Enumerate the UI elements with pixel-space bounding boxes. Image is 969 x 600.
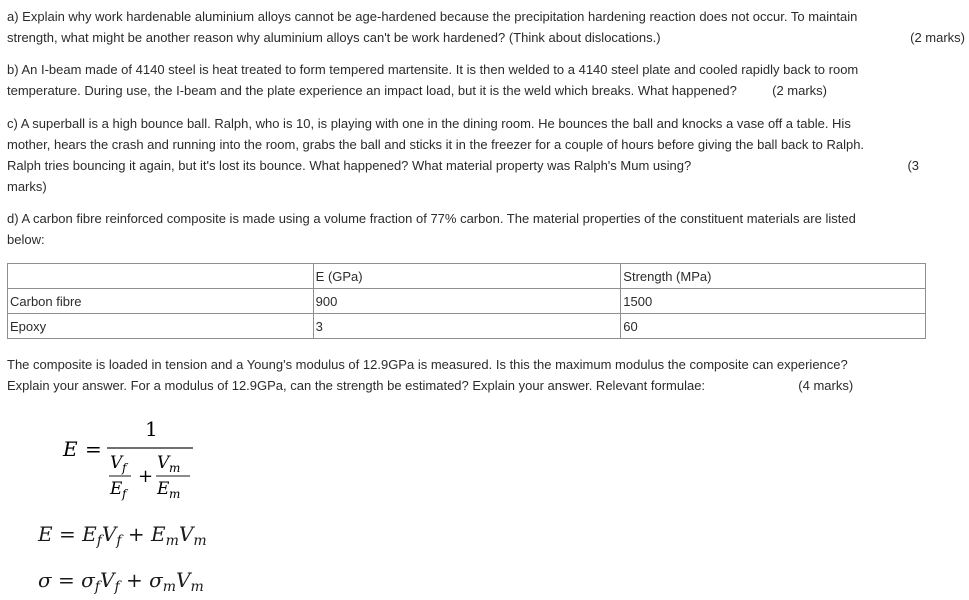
svg-text:E: E	[157, 479, 170, 499]
question-d-cont-line2: Explain your answer. For a modulus of 12.9GPa, can the strength be estimated? Explain your answer. Relevant formulae:	[7, 378, 706, 393]
table-cell: Carbon fibre	[8, 289, 314, 314]
svg-text:=: =	[85, 437, 102, 461]
question-d-cont-line1: The composite is loaded in tension and a Young's modulus of 12.9GPa is measured. Is this the maximum modulus the composite can experience?	[7, 357, 848, 372]
table-cell: 60	[621, 314, 926, 339]
question-b-line1: b) An I-beam made of 4140 steel is heat treated to form tempered martensite. It is then welded to a 4140 steel plate and cooled rapidly back to room	[7, 62, 859, 77]
table-cell: 3	[313, 314, 621, 339]
question-a-marks: (2 marks)	[910, 30, 965, 45]
table-header-cell: Strength (MPa)	[621, 264, 926, 289]
question-c-marks-part1: (3	[907, 158, 919, 173]
table-row	[8, 314, 926, 339]
question-c-marks-part2: marks)	[7, 179, 47, 194]
svg-text:E: E	[63, 437, 78, 461]
svg-text:V: V	[157, 453, 170, 473]
question-b-line2-row	[7, 80, 965, 101]
svg-text:f: f	[122, 461, 127, 475]
question-c-line1: c) A superball is a high bounce ball. Ralph, who is 10, is playing with one in the dining room. He bounces the ball and knocks a vase off a table. His	[7, 116, 851, 131]
formula-rule-of-mixtures-strength: $\sigma = \sigma_fV_f + \sigma_mV_m$	[38, 568, 204, 595]
question-d-cont-line2-row	[7, 375, 965, 396]
table-header-row	[8, 264, 926, 289]
question-b-marks: (2 marks)	[772, 83, 828, 98]
question-c-line2: mother, hears the crash and running into the room, grabs the ball and sticks it in the freezer for a couple of hours before giving the ball back to Ralph.	[7, 137, 865, 152]
question-d-line2: below:	[7, 232, 45, 247]
table-cell: 900	[313, 289, 621, 314]
formula-inverse-rule-of-mixtures	[55, 412, 225, 512]
question-d-cont-marks: (4 marks)	[798, 378, 854, 393]
question-d-line1: d) A carbon fibre reinforced composite is made using a volume fraction of 77% carbon. The material properties of the constituent materials are listed	[7, 211, 856, 226]
question-b	[7, 59, 965, 101]
table-cell: 1500	[621, 289, 926, 314]
question-a-line1: a) Explain why work hardenable aluminium alloys cannot be age-hardened because the precipitation hardening reaction does not occur. To maintain	[7, 9, 858, 24]
table-cell: Epoxy	[8, 314, 314, 339]
question-a-line2-row	[7, 27, 965, 48]
question-c-line3: Ralph tries bouncing it again, but it's lost its bounce. What happened? What material property was Ralph's Mum using?	[7, 158, 692, 173]
question-d	[7, 208, 965, 250]
svg-text:V: V	[110, 453, 123, 473]
question-a	[7, 6, 965, 48]
svg-text:m: m	[169, 461, 181, 475]
question-b-line2: temperature. During use, the I-beam and the plate experience an impact load, but it is the weld which breaks. What happened?	[7, 83, 737, 98]
question-d-continued	[7, 354, 965, 396]
table-row	[8, 289, 926, 314]
svg-text:f: f	[122, 487, 127, 501]
formula-rule-of-mixtures-modulus: $E = E_fV_f + E_mV_m$	[38, 522, 207, 549]
question-c	[7, 113, 965, 197]
svg-text:1: 1	[145, 417, 158, 441]
svg-text:m: m	[169, 487, 181, 501]
question-a-line2: strength, what might be another reason why aluminium alloys can't be work hardened? (Think about dislocations.)	[7, 30, 661, 45]
question-c-line3-row	[7, 155, 919, 176]
svg-text:+: +	[138, 466, 154, 487]
svg-text:E: E	[110, 479, 123, 499]
table-header-cell	[8, 264, 314, 289]
material-properties-table	[7, 263, 926, 339]
table-header-cell: E (GPa)	[313, 264, 621, 289]
